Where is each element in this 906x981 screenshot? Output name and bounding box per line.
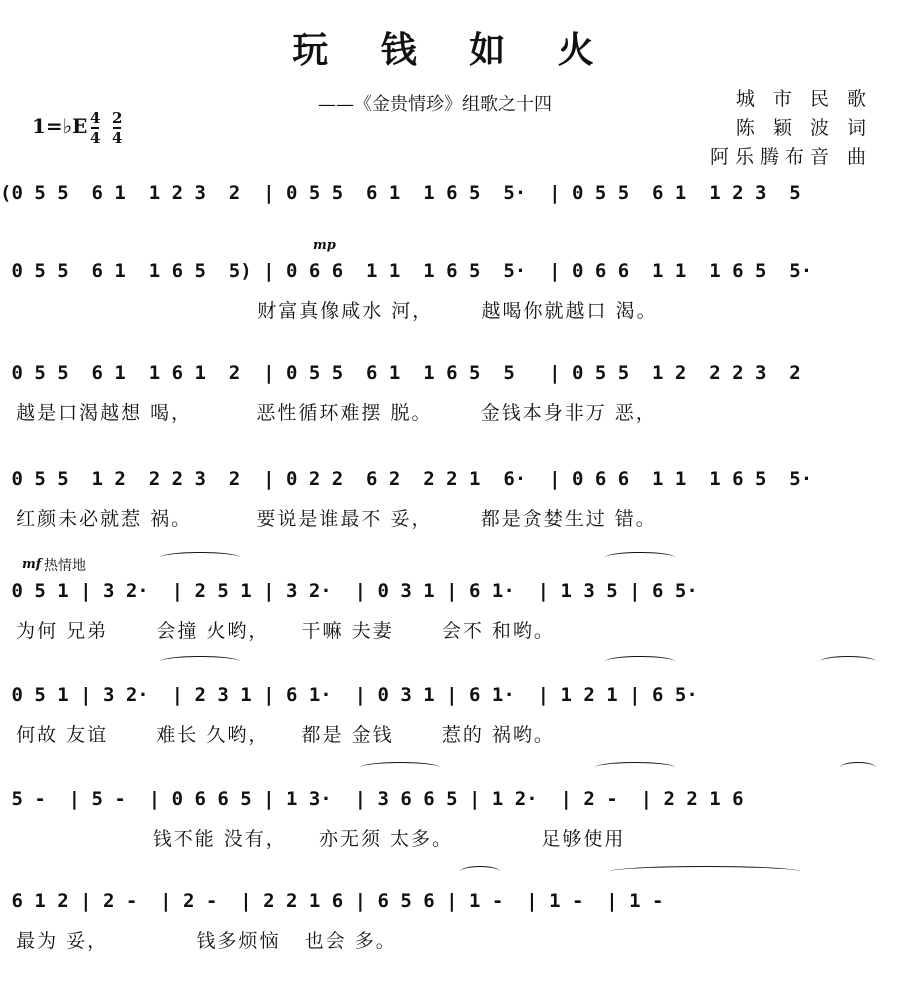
score-row-6 [0, 684, 906, 764]
slur-mark [610, 866, 800, 877]
expression-text: 热情地 [44, 558, 86, 574]
key-signature: 1=♭E [32, 114, 88, 138]
score-row-3 [0, 362, 906, 442]
slur-mark [160, 552, 240, 563]
dynamic-mp: mp [313, 238, 336, 253]
notes-line: 0 5 5 1 2 2 2 3 2 | 0 2 2 6 2 2 2 1 6· | 0 6 6 1 1 1 6 5 5· [0, 468, 813, 490]
lyrics-line [0, 218, 906, 248]
lyrics-line: 红颜未必就惹 祸。 要说是谁最不 妥， 都是贪婪生过 错。 [0, 508, 657, 530]
time-signature-2-4: 2 4 [112, 109, 123, 147]
lyrics-line: 越是口渴越想 喝， 恶性循环难摆 脱。 金钱本身非万 恶， [0, 402, 657, 424]
notes-line: (0 5 5 6 1 1 2 3 2 | 0 5 5 6 1 1 6 5 5· | 0 5 5 6 1 1 2 3 5 [0, 182, 801, 204]
slur-mark [360, 762, 440, 773]
time-signature-4-4: 4 4 [90, 109, 101, 147]
song-subtitle: ——《金贵情珍》组歌之十四 [318, 94, 552, 115]
credit-lyricist: 陈 颖 波 词 [735, 117, 872, 139]
notes-line: 6 1 2 | 2 - | 2 - | 2 2 1 6 | 6 5 6 | 1 - | 1 - | 1 - [0, 890, 664, 912]
score-row-1 [0, 182, 906, 262]
dynamic-mf: mf [22, 557, 42, 572]
notes-line: 5 - | 5 - | 0 6 6 5 | 1 3· | 3 6 6 5 | 1 2· | 2 - | 2 2 1 6 [0, 788, 744, 810]
credit-style: 城 市 民 歌 [735, 88, 872, 110]
credit-composer: 阿乐腾布音 曲 [709, 146, 872, 168]
notes-line: 0 5 1 | 3 2· | 2 5 1 | 3 2· | 0 3 1 | 6 1· | 1 3 5 | 6 5· [0, 580, 698, 602]
score-row-5 [0, 580, 906, 660]
lyrics-line: 何故 友谊 难长 久哟， 都是 金钱 惹的 祸哟。 [0, 724, 555, 746]
slur-mark [605, 552, 675, 563]
lyrics-line: 财富真像咸水 河， 越喝你就越口 渴。 [0, 300, 658, 322]
lyrics-line: 为何 兄弟 会撞 火哟， 干嘛 夫妻 会不 和哟。 [0, 620, 555, 642]
score-row-8 [0, 890, 906, 970]
slur-mark [605, 656, 675, 667]
notes-line: 0 5 5 6 1 1 6 1 2 | 0 5 5 6 1 1 6 5 5 | 0 5 5 1 2 2 2 3 2 [0, 362, 801, 384]
slur-mark [160, 656, 240, 667]
notes-line: 0 5 5 6 1 1 6 5 5) | 0 6 6 1 1 1 6 5 5· | 0 6 6 1 1 1 6 5 5· [0, 260, 813, 282]
lyrics-line: 最为 妥， 钱多烦恼 也会 多。 [0, 930, 397, 952]
slur-mark [460, 866, 500, 877]
lyrics-line: 钱不能 没有， 亦无须 太多。 足够使用 [0, 828, 626, 850]
score-row-7 [0, 788, 906, 868]
slur-mark [820, 656, 876, 667]
song-title: 玩 钱 如 火 [292, 29, 614, 71]
slur-mark [840, 762, 876, 773]
slur-mark [595, 762, 675, 773]
score-row-2 [0, 260, 906, 340]
score-row-4 [0, 468, 906, 548]
notes-line: 0 5 1 | 3 2· | 2 3 1 | 6 1· | 0 3 1 | 6 1· | 1 2 1 | 6 5· [0, 684, 698, 706]
